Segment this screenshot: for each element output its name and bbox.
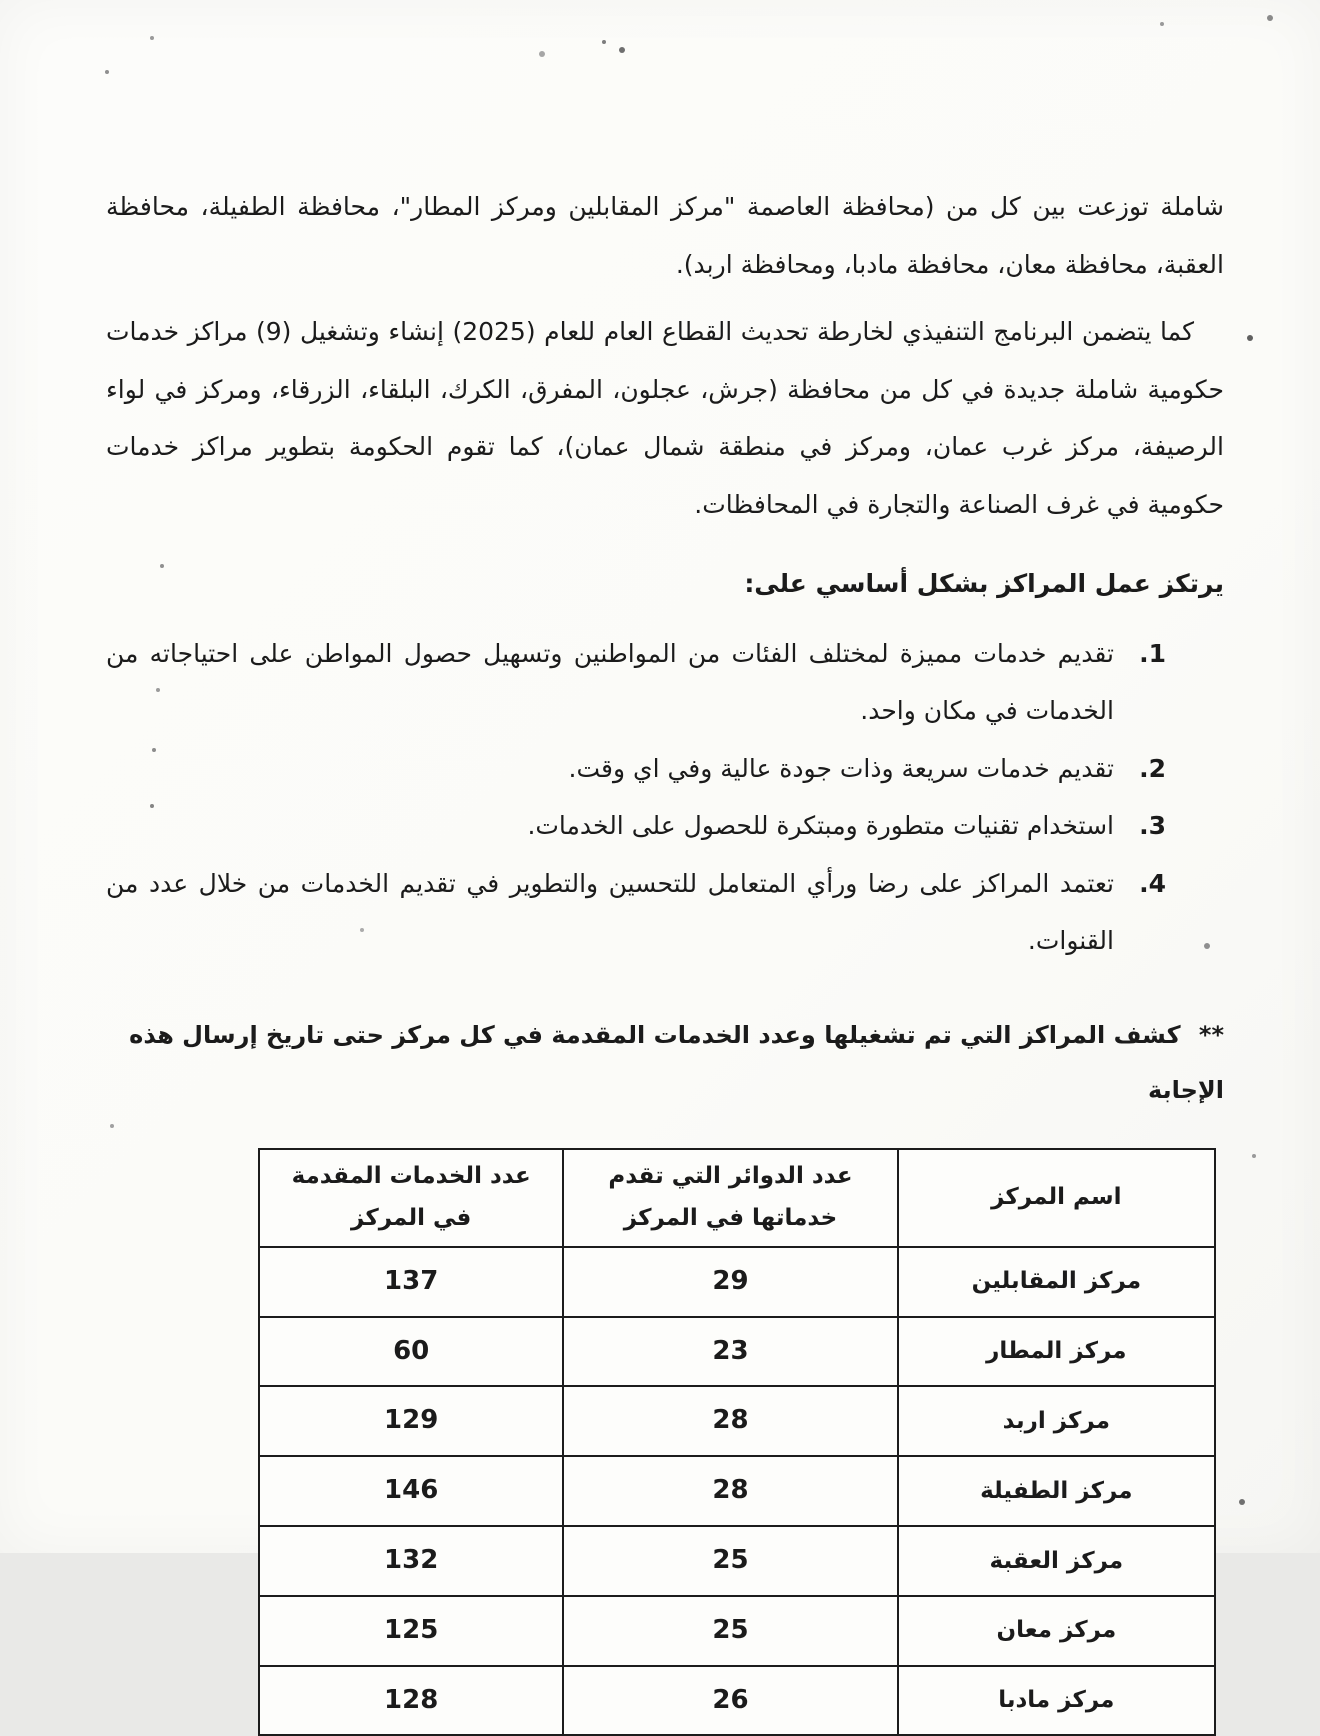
table-row — [259, 1666, 1215, 1736]
list-item — [106, 740, 1166, 798]
services-count-cell: 125 — [259, 1596, 563, 1666]
center-name-cell: مركز المقابلين — [898, 1247, 1215, 1317]
list-item-text: تقديم خدمات مميزة لمختلف الفئات من المواطنين وتسهيل حصول المواطن على احتياجاته من الخدمات في مكان واحد. — [106, 638, 1114, 725]
caption-asterisks: ** — [1198, 1020, 1224, 1049]
column-header-center-name: اسم المركز — [898, 1149, 1215, 1247]
services-count-cell: 60 — [259, 1317, 563, 1387]
center-name-cell: مركز الطفيلة — [898, 1456, 1215, 1526]
table-row — [259, 1386, 1215, 1456]
table-row — [259, 1596, 1215, 1666]
principles-list — [106, 625, 1166, 970]
column-header-departments-count: عدد الدوائر التي تقدم خدماتها في المركز — [563, 1149, 897, 1247]
table-header-row — [259, 1149, 1215, 1247]
list-item-number: 1. — [1139, 638, 1166, 668]
table-row — [259, 1247, 1215, 1317]
list-item — [106, 797, 1166, 855]
table-row — [259, 1456, 1215, 1526]
departments-count-cell: 23 — [563, 1317, 897, 1387]
list-item — [106, 855, 1166, 970]
services-count-cell: 128 — [259, 1666, 563, 1736]
center-name-cell: مركز العقبة — [898, 1526, 1215, 1596]
paragraph-executive-program: كما يتضمن البرنامج التنفيذي لخارطة تحديث القطاع العام للعام (2025) إنشاء وتشغيل (9) مراكز خدمات حكومية شاملة جديدة في كل من محافظة (جرش، عجلون، المفرق، الكرك، البلقاء، الزرقاء، ومركز في لواء الرصيفة، مركز غرب عمان، ومركز في منطقة شمال عمان)، كما تقوم الحكومة بتطوير مراكز خدمات حكومية في غرف الصناعة والتجارة في المحافظات. — [106, 317, 1224, 519]
paragraph-governorates: شاملة توزعت بين كل من (محافظة العاصمة "مركز المقابلين ومركز المطار"، محافظة الطفيلة، محافظة العقبة، محافظة معان، محافظة مادبا، ومحافظة اربد). — [106, 192, 1224, 279]
departments-count-cell: 29 — [563, 1247, 897, 1317]
list-item-text: تقديم خدمات سريعة وذات جودة عالية وفي اي وقت. — [568, 753, 1114, 783]
table-caption — [106, 1008, 1224, 1118]
list-intro-heading: يرتكز عمل المراكز بشكل أساسي على: — [744, 569, 1224, 598]
center-name-cell: مركز مادبا — [898, 1666, 1215, 1736]
list-item-text: تعتمد المراكز على رضا ورأي المتعامل للتحسين والتطوير في تقديم الخدمات من خلال عدد من القنوات. — [106, 868, 1114, 955]
services-count-cell: 137 — [259, 1247, 563, 1317]
center-name-cell: مركز اربد — [898, 1386, 1215, 1456]
services-count-cell: 129 — [259, 1386, 563, 1456]
list-item-text: استخدام تقنيات متطورة ومبتكرة للحصول على الخدمات. — [527, 811, 1114, 840]
center-name-cell: مركز معان — [898, 1596, 1215, 1666]
departments-count-cell: 25 — [563, 1526, 897, 1596]
services-count-cell: 132 — [259, 1526, 563, 1596]
departments-count-cell: 28 — [563, 1456, 897, 1526]
centers-services-table — [258, 1148, 1216, 1736]
list-item-number: 3. — [1139, 811, 1166, 840]
table-row — [259, 1317, 1215, 1387]
document-content — [106, 178, 1224, 1736]
scan-noise-specks — [150, 36, 154, 40]
list-item-number: 4. — [1139, 868, 1166, 898]
departments-count-cell: 25 — [563, 1596, 897, 1666]
departments-count-cell: 28 — [563, 1386, 897, 1456]
column-header-services-count: عدد الخدمات المقدمة في المركز — [259, 1149, 563, 1247]
list-item — [106, 625, 1166, 740]
caption-text: كشف المراكز التي تم تشغيلها وعدد الخدمات المقدمة في كل مركز حتى تاريخ إرسال هذه الإجابة — [129, 1020, 1224, 1104]
list-item-number: 2. — [1139, 753, 1166, 783]
center-name-cell: مركز المطار — [898, 1317, 1215, 1387]
table-row — [259, 1526, 1215, 1596]
departments-count-cell: 26 — [563, 1666, 897, 1736]
services-count-cell: 146 — [259, 1456, 563, 1526]
